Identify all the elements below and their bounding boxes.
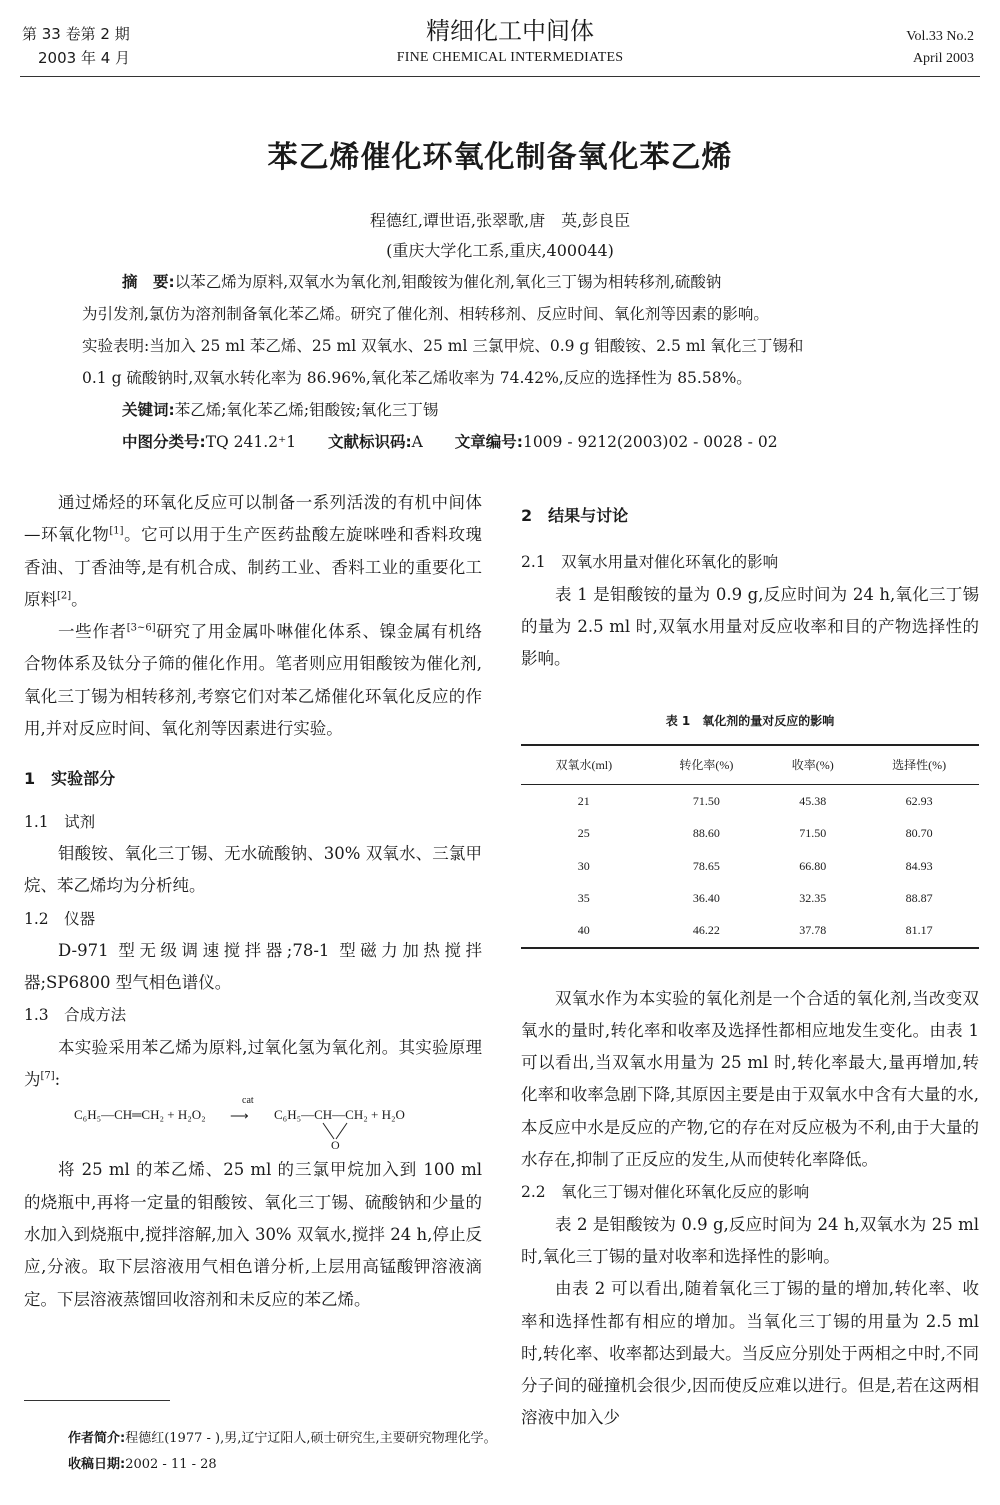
intro-paragraph-1: 通过烯烃的环氧化反应可以制备一系列活泼的有机中间体—环氧化物[1]。它可以用于生产医药盐酸左旋咪唑和香料玫瑰香油、丁香油等,是有机合成、制药工业、香料工业的重要化工原料[2]。: [24, 493, 483, 609]
header-rule: [20, 76, 980, 77]
table-cell: 62.93: [905, 794, 933, 809]
section-2-heading: 2 结果与讨论: [521, 506, 629, 525]
table-header: 双氧水(ml): [521, 745, 647, 785]
intro-paragraph-2: 一些作者[3~6]研究了用金属卟啉催化体系、镍金属有机络合物体系及钛分子筛的催化作用。笔者则应用钼酸铵为催化剂,氧化三丁锡为相转移剂,考察它们对苯乙烯催化环氧化反应的作用,并对反应时间、氧化剂等因素进行实验。: [24, 622, 483, 739]
table-cell: 37.78: [766, 914, 859, 947]
author-bio-text: 程德红(1977 - ),男,辽宁辽阳人,硕士研究生,主要研究物理化学。: [125, 1431, 497, 1446]
table-cell: 32.35: [799, 890, 827, 905]
received-date: [68, 1452, 217, 1478]
document-code: A: [411, 433, 423, 451]
section-2-2-heading: 2.2 氧化三丁锡对催化环氧化反应的影响: [521, 1183, 810, 1202]
table-row: [521, 882, 979, 914]
table-cell: 45.38: [799, 794, 827, 809]
right-column: [521, 500, 979, 1435]
table-cell: 36.40: [692, 890, 720, 905]
table-cell: 71.50: [799, 826, 827, 841]
table-cell: 81.17: [859, 914, 979, 947]
footnote-rule: [24, 1400, 170, 1401]
author-bio-label: 作者简介:: [68, 1431, 126, 1446]
reaction-arrow-icon: ⟶: [230, 1108, 249, 1124]
citation: [7]: [40, 1070, 55, 1082]
authors: 程德红,谭世语,张翠歌,唐 英,彭良臣: [369, 211, 631, 230]
section-2-2-text-1: 表 2 是钼酸铵为 0.9 g,反应时间为 24 h,双氧水为 25 ml 时,氧化三丁锡的量对收率和选择性的影响。: [521, 1214, 979, 1266]
table-cell: 88.87: [905, 890, 933, 905]
table-cell: 40: [521, 914, 647, 947]
citation: [3~6]: [126, 622, 156, 634]
epoxide-oxygen: O: [331, 1138, 340, 1153]
section-2-2-text-2: 由表 2 可以看出,随着氧化三丁锡的量的增加,转化率、收率和选择性都有相应的增加。当氧化三丁锡的用量为 2.5 ml 时,转化率、收率都达到最大。当反应分别处于两相之中时,不同分子间的碰撞机会很少,因而使反应难以进行。但是,若在这两相溶液中加入少: [521, 1279, 979, 1428]
document-code-label: 文献标识码:: [327, 433, 412, 451]
keywords-label: 关键词:: [122, 401, 175, 419]
volume-issue-cn: 第 33 卷第 2 期: [22, 25, 130, 43]
reaction-equation: [24, 1096, 482, 1154]
journal-title: [320, 14, 700, 68]
table-row: [521, 817, 979, 849]
abstract-line-1: 以苯乙烯为原料,双氧水为氧化剂,钼酸铵为催化剂,氧化三丁锡为相转移剂,硫酸钠: [174, 273, 722, 291]
section-1-2-heading: 1.2 仪器: [24, 909, 96, 928]
article-number: 1009 - 9212(2003)02 - 0028 - 02: [522, 433, 778, 451]
left-column: [24, 487, 482, 1316]
catalyst-label: cat: [242, 1095, 254, 1107]
table-cell: 80.70: [905, 826, 933, 841]
equation-reactants: C₆H₅—CH═CH₂ + H₂O₂: [74, 1107, 206, 1123]
section-2-1-discussion: 双氧水作为本实验的氧化剂是一个合适的氧化剂,当改变双氧水的量时,转化率和收率及选择性都相应地发生变化。由表 1 可以看出,当双氧水用量为 25 ml 时,转化率最大,量再增加,转化率和收率急剧下降,其原因主要是由于双氧水中含有大量的水,本反应中水是反应的产物,它的存在对反应极为不利,由于大量的水存在,抑制了正反应的发生,从而使转化率降低。: [521, 988, 979, 1170]
equation-products: C₆H₅—CH—CH₂ + H₂O: [274, 1107, 405, 1123]
author-bio: [68, 1426, 497, 1452]
citation: [2]: [57, 590, 72, 602]
table-header: 转化率(%): [647, 745, 767, 785]
table-cell: 35: [577, 890, 590, 905]
procedure-text: 将 25 ml 的苯乙烯、25 ml 的三氯甲烷加入到 100 ml 的烧瓶中,再将一定量的钼酸铵、氧化三丁锡、硫酸钠和少量的水加入到烧瓶中,搅拌溶解,加入 30% 双氧水,搅拌 24 h,停止反应,分液。取下层溶液用气相色谱分析,上层用高锰酸钾溶液滴定。下层溶液蒸馏回收溶剂和未反应的苯乙烯。: [24, 1160, 482, 1309]
abstract-line-3: 实验表明:当加入 25 ml 苯乙烯、25 ml 双氧水、25 ml 三氯甲烷、0.9 g 钼酸铵、2.5 ml 氧化三丁锡和: [82, 337, 804, 355]
volume-issue-en: Vol.33 No.2: [906, 29, 974, 44]
received-date-label: 收稿日期:: [68, 1457, 126, 1472]
keywords: 苯乙烯;氧化苯乙烯;钼酸铵;氧化三丁锡: [174, 401, 439, 419]
table-cell: 21: [577, 794, 590, 809]
abstract-line-2: 为引发剂,氯仿为溶剂制备氧化苯乙烯。研究了催化剂、相转移剂、反应时间、氧化剂等因素的影响。: [82, 305, 769, 323]
table-cell: 25: [577, 826, 590, 841]
table-cell: 46.22: [647, 914, 767, 947]
article-number-label: 文章编号:: [454, 433, 523, 451]
reagents-text: 钼酸铵、氧化三丁锡、无水硫酸钠、30% 双氧水、三氯甲烷、苯乙烯均为分析纯。: [24, 843, 482, 896]
journal-name-cn: 精细化工中间体: [426, 17, 594, 45]
affiliation: (重庆大学化工系,重庆,400044): [386, 241, 614, 260]
table-cell: 88.60: [692, 826, 720, 841]
section-1-heading: 1 实验部分: [24, 769, 116, 789]
table-cell: 66.80: [799, 858, 827, 873]
table-header: 选择性(%): [859, 745, 979, 785]
section-2-1-heading: 2.1 双氧水用量对催化环氧化的影响: [521, 553, 779, 572]
table-1: [521, 744, 979, 949]
header-right: [906, 26, 974, 70]
table-cell: 84.93: [905, 858, 933, 873]
received-date-value: 2002 - 11 - 28: [125, 1457, 217, 1472]
table-row: [521, 850, 979, 882]
paper-title: 苯乙烯催化环氧化制备氧化苯乙烯: [267, 140, 733, 175]
section-1-3-heading: 1.3 合成方法: [24, 1006, 127, 1025]
table-cell: 78.65: [692, 858, 720, 873]
section-2-1-text: 表 1 是钼酸铵的量为 0.9 g,反应时间为 24 h,氧化三丁锡的量为 2.5 ml 时,双氧水用量对反应收率和目的产物选择性的影响。: [521, 584, 979, 669]
table-cell: 30: [577, 858, 590, 873]
method-text: 本实验采用苯乙烯为原料,过氧化氢为氧化剂。其实验原理为[7]:: [24, 1037, 482, 1090]
abstract-label: 摘 要:: [122, 273, 175, 291]
table-row: [521, 785, 979, 818]
date-cn: 2003 年 4 月: [38, 49, 131, 67]
classification-code: TQ 241.2⁺1: [205, 433, 297, 451]
classification-label: 中图分类号:: [122, 433, 206, 451]
instruments-text: D-971 型无级调速搅拌器;78-1 型磁力加热搅拌器;SP6800 型气相色谱仪。: [24, 940, 482, 993]
date-en: April 2003: [912, 51, 974, 66]
table-row: [521, 914, 979, 947]
header-left: [22, 22, 130, 70]
section-1-1-heading: 1.1 试剂: [24, 812, 96, 831]
table-cell: 71.50: [692, 794, 720, 809]
table-header: 收率(%): [766, 745, 859, 785]
table-1-caption: 表 1 氧化剂的量对反应的影响: [665, 714, 835, 729]
citation: [1]: [109, 525, 124, 537]
abstract: [82, 266, 924, 458]
abstract-line-4: 0.1 g 硫酸钠时,双氧水转化率为 86.96%,氧化苯乙烯收率为 74.42%,反应的选择性为 85.58%。: [82, 369, 752, 387]
journal-name-en: FINE CHEMICAL INTERMEDIATES: [396, 50, 624, 65]
